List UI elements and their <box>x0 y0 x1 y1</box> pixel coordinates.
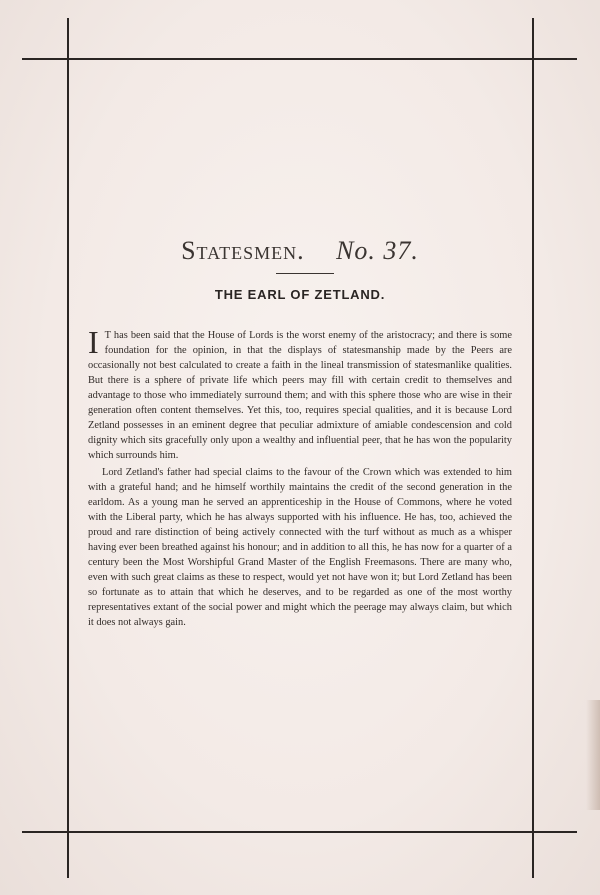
bottom-border-rule <box>22 831 577 833</box>
paragraph-1 <box>88 324 512 463</box>
series-heading <box>0 236 600 266</box>
heading-underline <box>276 273 334 274</box>
article-title: THE EARL OF ZETLAND. <box>214 287 386 302</box>
right-border-rule <box>532 18 534 878</box>
article-body <box>88 324 512 630</box>
series-title: Statesmen. <box>181 236 305 265</box>
paragraph-2: Lord Zetland's father had special claims to the favour of the Crown which was extended to him with a grateful hand; and he himself worthily maintains the credit of the second generation in the earldom. As a young man he served an apprenticeship in the House of Commons, where he voted with the Liberal party, which he has always supported with his influence. He has, too, achieved the proud and rare distinction of being actively connected with the turf without as much as a whisper having ever been breathed against his honour; and in addition to all this, he has now for a quarter of a century been the Most Worshipful Grand Master of the English Freemasons. There are many who, even with such great claims as these to respect, would yet not have won it; but Lord Zetland has been so fortunate as to attain that which he deserves, and to be regarded as one of the most worthy representatives extant of the social power and might which the peerage may always claim, but which it does not always gain. <box>88 467 512 628</box>
series-number: No. 37. <box>336 236 419 265</box>
drop-cap: I <box>88 324 99 360</box>
top-border-rule <box>22 58 577 60</box>
paragraph-1-text: T has been said that the House of Lords is the worst enemy of the aristocracy; and there is some foundation for the opinion, in that the displays of statesmanship made by the Peers are occasionally not best calculated to create a faith in the lineal transmission of statesmanlike qualities. But there is a sphere of private life which peers may fill with certain credit to themselves and advantage to those who immediately surround them; and with this sphere those who are wise in their generation often content themselves. Yet this, too, requires special qualities, and it is because Lord Zetland possesses in an eminent degree that peculiar admixture of amiable condescension and cold dignity which sits gracefully only upon a wealthy and influential peer, that he has won the popularity which surrounds him. <box>88 330 512 461</box>
page-edge-stain <box>586 700 600 810</box>
left-border-rule <box>67 18 69 878</box>
